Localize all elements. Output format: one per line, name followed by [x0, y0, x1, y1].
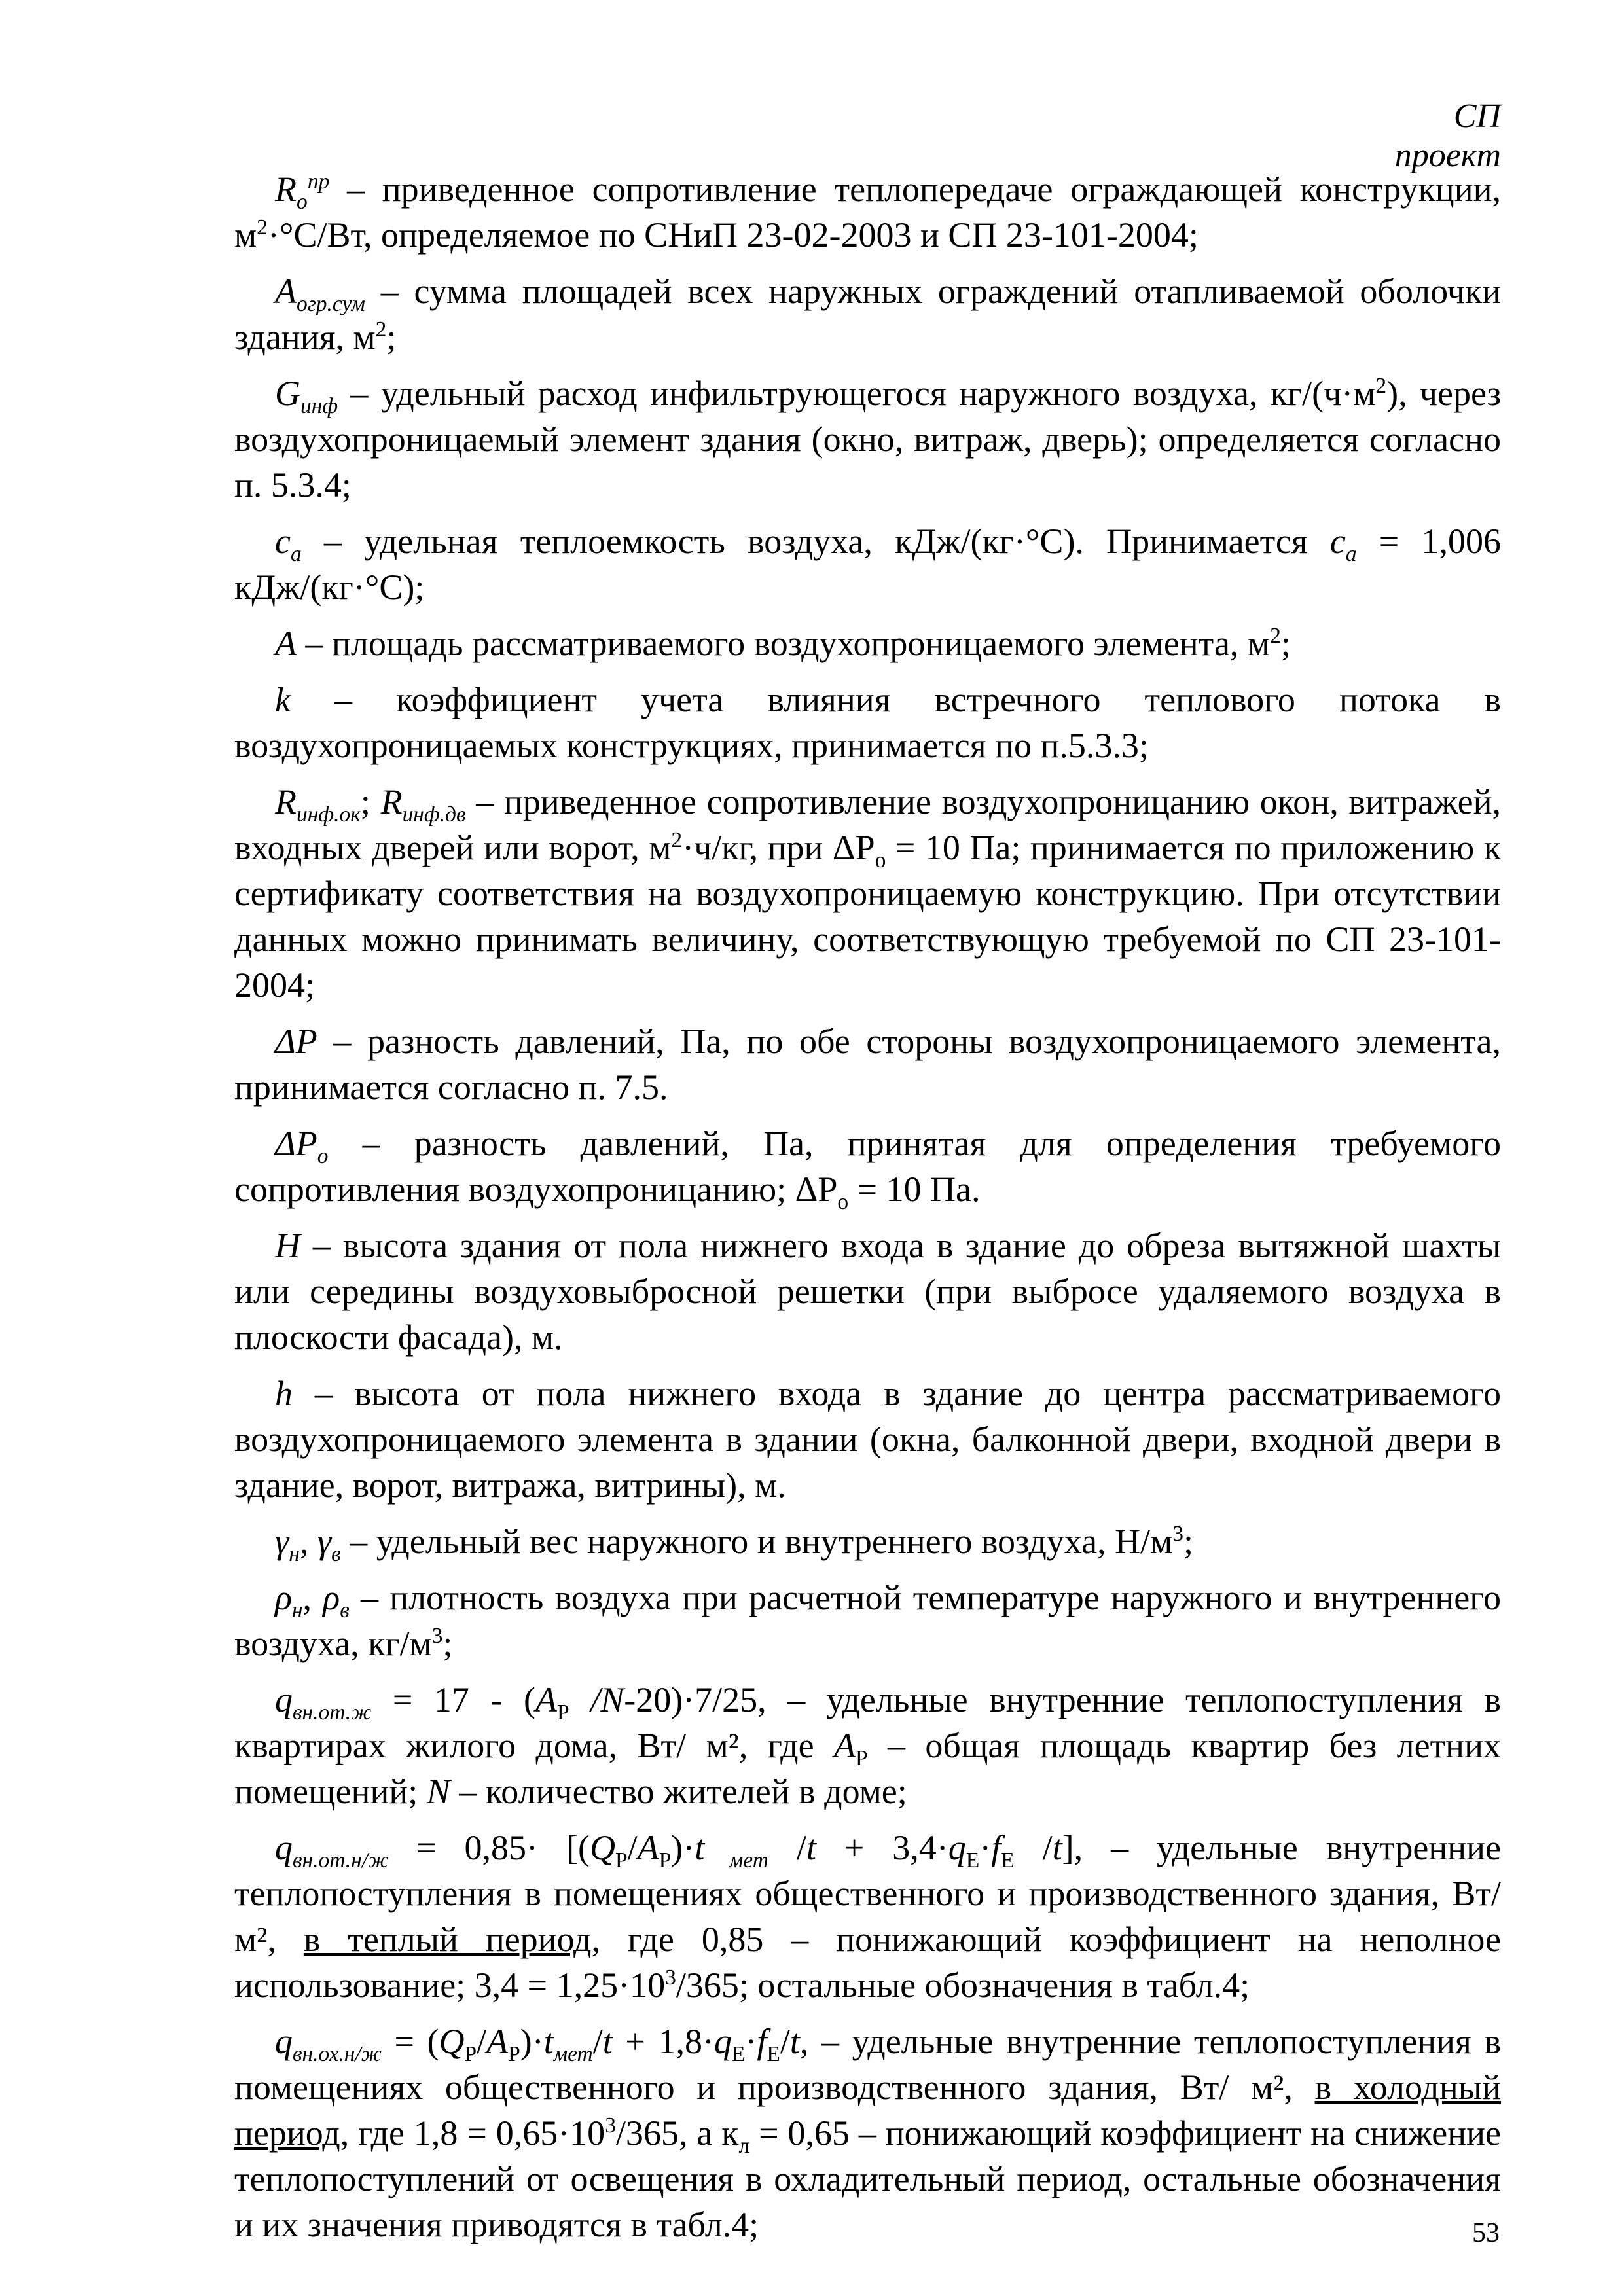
definition-a: A – площадь рассматриваемого воздухопроницаемого элемента, $м^2$; [275, 624, 1291, 663]
definition-ca: $c_a$ – удельная теплоемкость воздуха, кДж/(кг·°С). Принимается $c_a = 1,006$ кДж/(кг·°С); [234, 522, 1501, 607]
definition-k: k – коэффициент учета влияния встречного теплового потока в воздухопроницаемых конструкциях, принимается по п.5.3.3; [234, 680, 1501, 765]
definition-delta-po: $\Delta P_o$ – разность давлений, Па, принятая для определения требуемого сопротивления воздухопроницанию; $\Delta Р_о = 10$ Па. [234, 1124, 1501, 1214]
definition-q-warm: $q_{вн.от.н/ж} = 0,85\cdot [(Q_Р/A_Р)\cdot t$ $_{мет}$ $/t + 3,4\cdot q_Е\cdot f_Е$ /t], – удельные внутренние теплопоступления в помещениях общественного и производственного здания, Вт/ м², в теплый период, где 0,85 – понижающий коэффициент на неполное использование; $3,4 = 1,25\cdot 10^3/365$; остальные обозначения в табл.4; [234, 1828, 1501, 2005]
cold-period-underline: в холодный период [234, 2068, 1501, 2153]
definition-element-height: h – высота от пола нижнего входа в здание до центра рассматриваемого воздухопроницаемого элемента в здании (окна, балконной двери, входной двери в здание, ворот, витража, витрины), м. [234, 1374, 1501, 1505]
page-number: 53 [1472, 2218, 1500, 2248]
definition-q-residential: $q_{вн.от.ж} = 17 - (A_Р$ /N-20)·7/25, – удельные внутренние теплопоступления в квартирах жилого дома, Вт/ м², где $A_Р$ – общая площадь квартир без летних помещений; N – количество жителей в доме; [234, 1680, 1501, 1811]
definition-q-cold: $q_{вн.ох.н/ж} = (Q_Р/A_Р)\cdot t_{мет}/t + 1,8\cdot q_Е\cdot f_Е/t$, – удельные внутренние теплопоступления в помещениях общественного и производственного здания, Вт/ м², в холодный период, где $1,8 = 0,65\cdot 10^3/365$, а $к_л = 0,65$ – понижающий коэффициент на снижение теплопоступлений от освещения в охладительный период, остальные обозначения и их значения приводятся в табл.4; [234, 2022, 1501, 2244]
definitions-list [234, 166, 1501, 2258]
definition-building-height: H – высота здания от пола нижнего входа в здание до обреза вытяжной шахты или середины воздуховыбросной решетки (при выбросе удаляемого воздуха в плоскости фасада), м. [234, 1226, 1501, 1357]
definition-delta-p: ΔP – разность давлений, Па, по обе стороны воздухопроницаемого элемента, принимается согласно п. 7.5. [234, 1022, 1501, 1107]
warm-period-underline: в теплый период [303, 1920, 592, 1959]
definition-r-inf: $R_{инф.ок}$; $R_{инф.дв}$ – приведенное сопротивление воздухопроницанию окон, витражей, входных дверей или ворот, $м^2\cdot ч/кг$, при $\Delta Р_о = 10$ Па; принимается по приложению к сертификату соответствия на воздухопроницаемую конструкцию. При отсутствии данных можно принимать величину, соответствующую требуемой по СП 23-101-2004; [234, 782, 1501, 1005]
definition-rho: $\rho_н$, $\rho_в$ – плотность воздуха при расчетной температуре наружного и внутреннего воздуха, $кг/м^3$; [234, 1578, 1501, 1663]
header-status: проект [1394, 137, 1501, 174]
definition-ro: $R_o^{пр}$ – приведенное сопротивление теплопередаче ограждающей конструкции, $м^2\cdot^\circ С/Вт$, определяемое по СНиП 23-02-2003 и СП 23-101-2004; [234, 170, 1501, 255]
definition-a-ogr: $A_{огр.сум}$ – сумма площадей всех наружных ограждений отапливаемой оболочки здания, $м^2$; [234, 272, 1501, 357]
header-code: СП [1453, 98, 1501, 135]
document-header [1395, 97, 1501, 175]
definition-gamma: $\gamma_н$, $\gamma_в$ – удельный вес наружного и внутреннего воздуха, $Н/м^3$; [275, 1522, 1194, 1566]
definition-g-inf: $G_{инф}$ – удельный расход инфильтрующегося наружного воздуха, $кг/(ч\cdot м^2)$, через воздухопроницаемый элемент здания (окно, витраж, дверь); определяется согласно п. 5.3.4; [234, 374, 1501, 505]
